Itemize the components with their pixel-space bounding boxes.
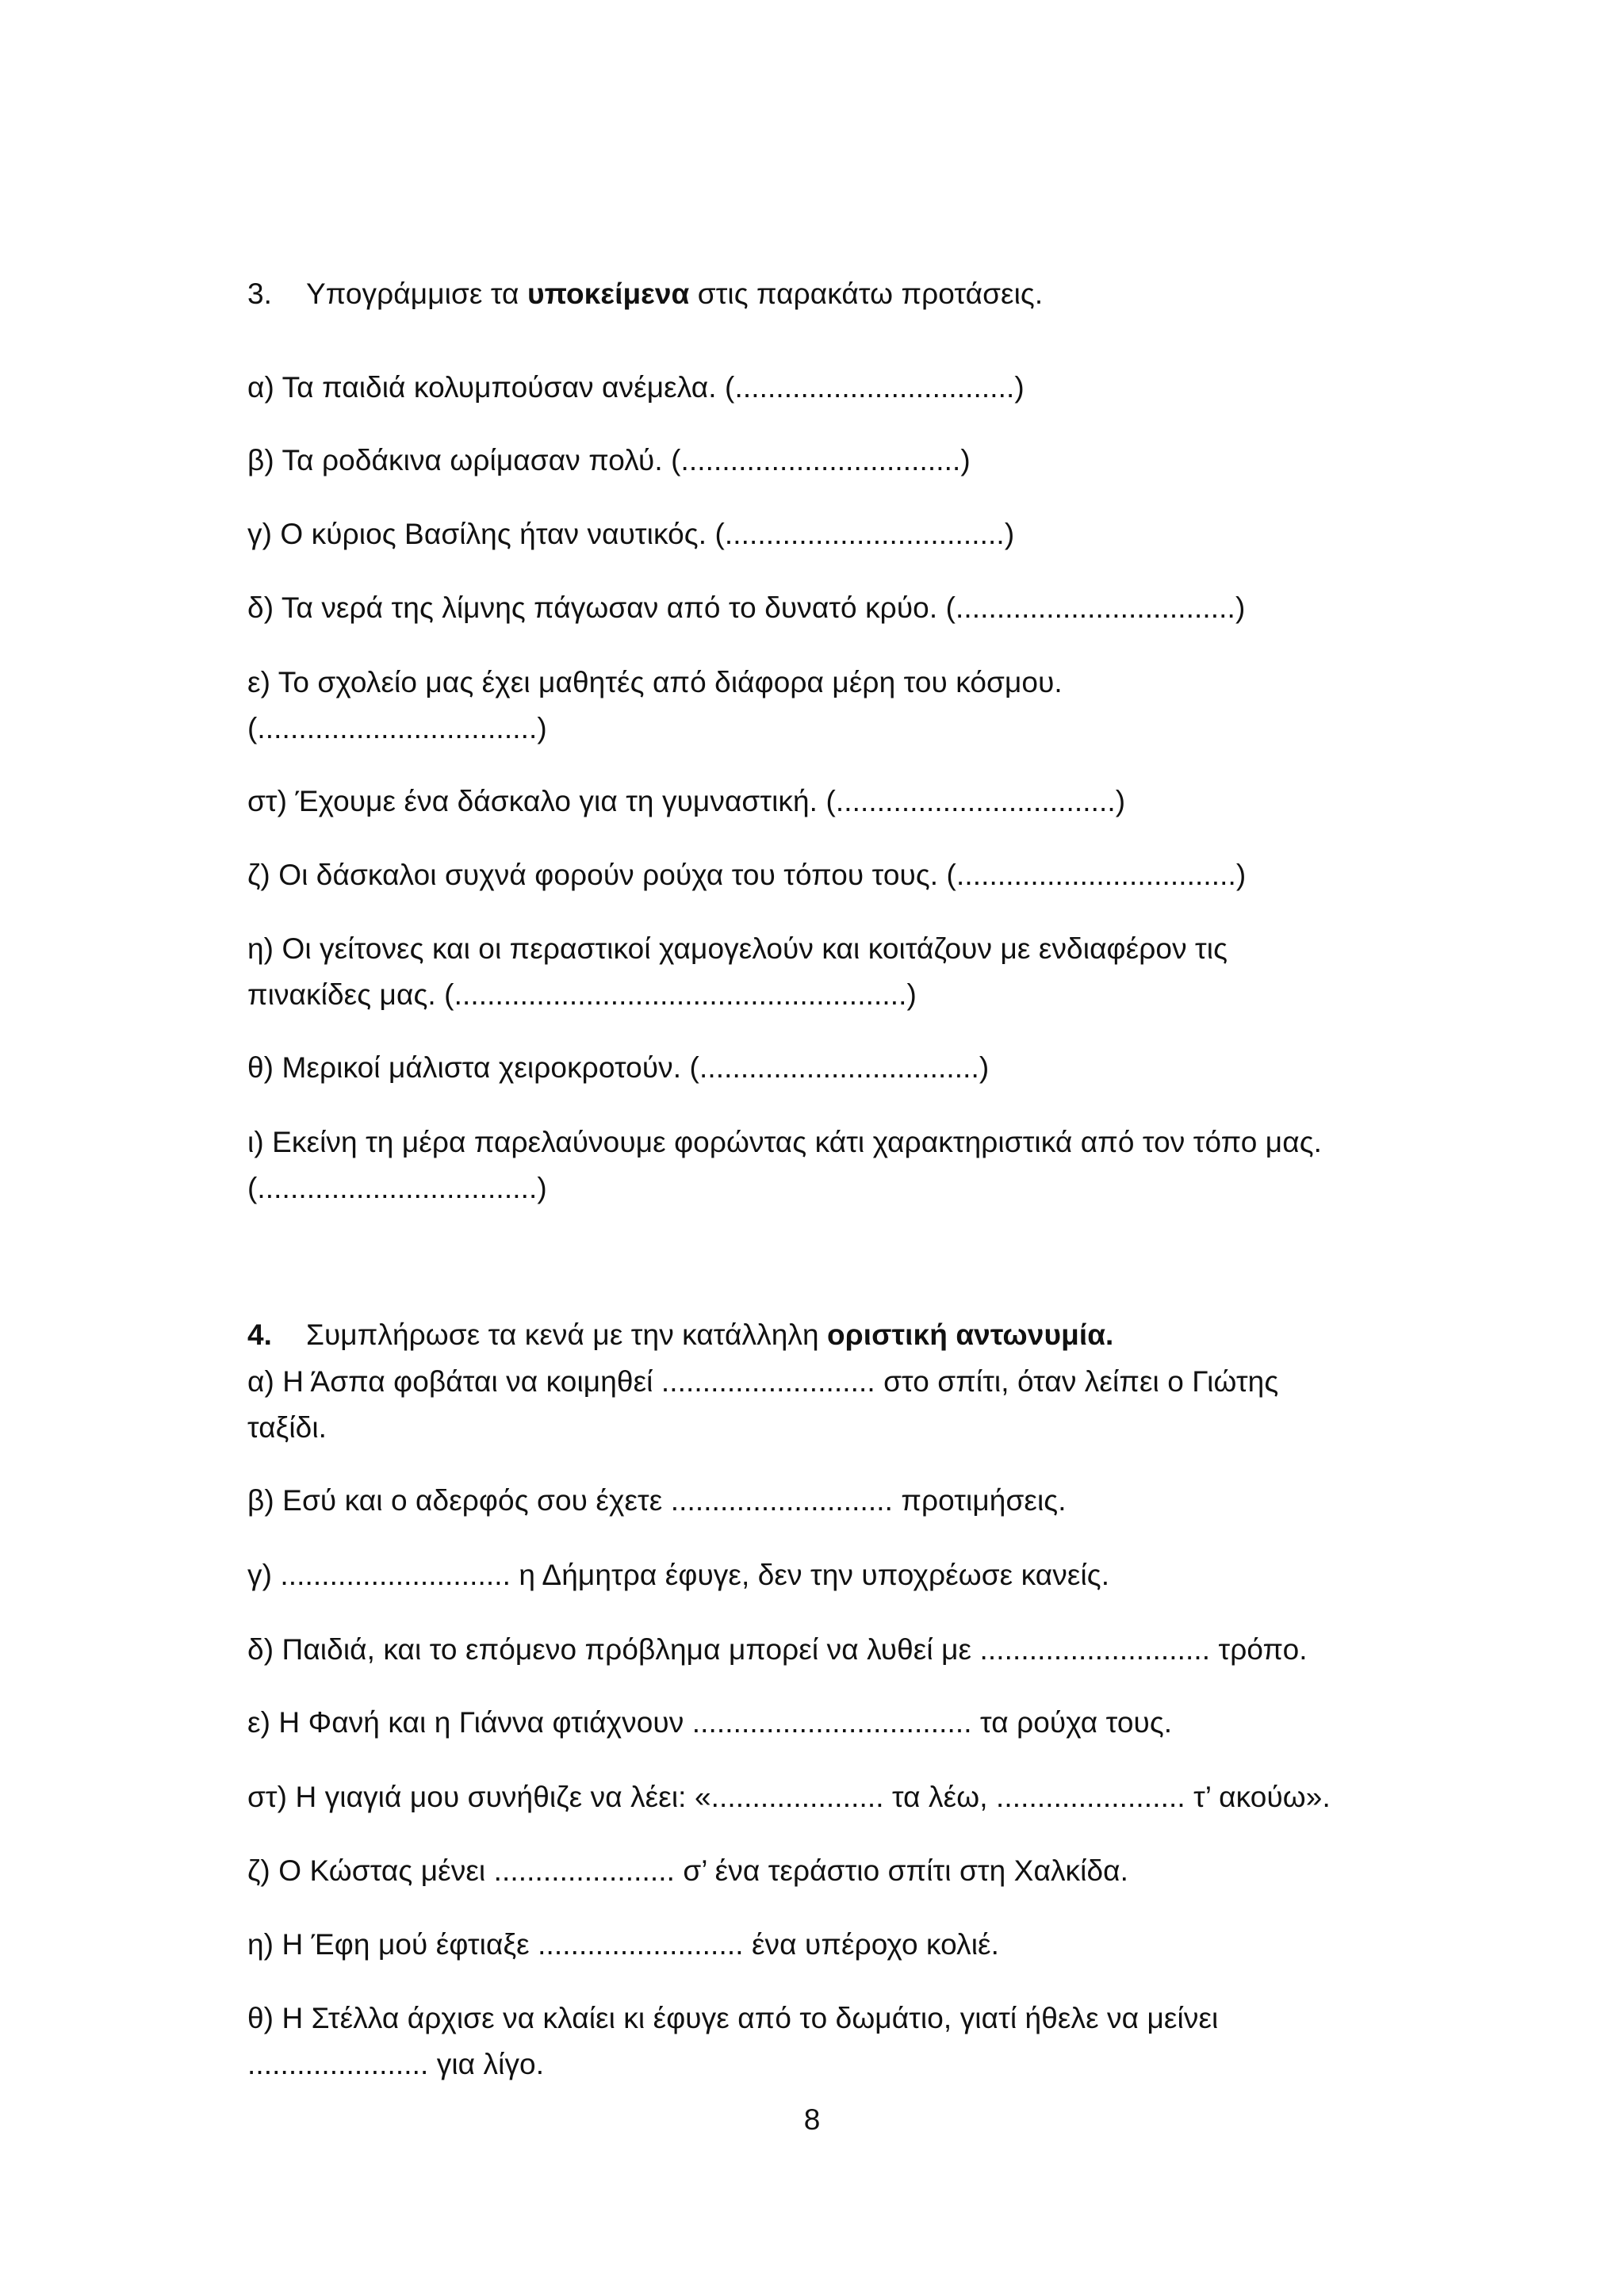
exercise-3-item-z: ζ) Οι δάσκαλοι συχνά φορούν ρούχα του τόπου τους. (..................................) [247,859,1247,891]
exercise-3-item-d: δ) Τα νερά της λίμνης πάγωσαν από το δυνατό κρύο. (..................................) [247,591,1246,624]
exercise-3-heading [247,279,1043,308]
exercise-4-item-e: ε) Η Φανή και η Γιάννα φτιάχνουν .................................. τα ρούχα τους. [247,1706,1173,1739]
exercise-4-instruction-start: Συμπλήρωσε τα κενά με την κατάλληλη [306,1318,828,1351]
exercise-3-item-th: θ) Μερικοί μάλιστα χειροκροτούν. (..................................) [247,1051,990,1084]
exercise-4-item-h: η) Η Έφη μού έφτιαξε ......................... ένα υπέροχο κολιέ. [247,1928,1000,1961]
exercise-3-instruction-start: Υπογράμμισε τα [306,277,527,310]
exercise-3-item-h-line2: πινακίδες μας. (.......................................................) [247,978,917,1011]
exercise-4-item-z: ζ) Ο Κώστας μένει ...................... σ’ ένα τεράστιο σπίτι στη Χαλκίδα. [247,1854,1129,1887]
exercise-3-item-e-line2: (..................................) [247,712,547,744]
exercise-3-item-i-line1: ι) Εκείνη τη μέρα παρελαύνουμε φορώντας κάτι χαρακτηριστικά από τον τόπο μας. [247,1126,1323,1158]
exercise-4-instruction-keyword: οριστική αντωνυμία. [827,1318,1114,1351]
exercise-4-item-a-line1: α) Η Άσπα φοβάται να κοιμηθεί .......................... στο σπίτι, όταν λείπει ο Γιώτης [247,1365,1279,1398]
exercise-3-item-i-line2: (..................................) [247,1172,547,1204]
exercise-4-item-st: στ) Η γιαγιά μου συνήθιζε να λέει: «..................... τα λέω, ....................... τ’ ακούω». [247,1781,1331,1813]
exercise-3-instruction-end: στις παρακάτω προτάσεις. [689,277,1044,310]
exercise-3-item-b: β) Τα ροδάκινα ωρίμασαν πολύ. (..................................) [247,444,971,476]
exercise-3-item-c: γ) Ο κύριος Βασίλης ήταν ναυτικός. (..................................) [247,518,1015,550]
exercise-4-item-th-line1: θ) Η Στέλλα άρχισε να κλαίει κι έφυγε από το δωμάτιο, γιατί ήθελε να μείνει [247,2002,1219,2034]
exercise-4-item-b: β) Εσύ και ο αδερφός σου έχετε ........................... προτιμήσεις. [247,1484,1067,1517]
exercise-3-item-st: στ) Έχουμε ένα δάσκαλο για τη γυμναστική. (..................................) [247,785,1126,817]
exercise-3-number: 3. [247,277,273,310]
exercise-4-number: 4. [247,1318,273,1351]
exercise-4-item-th-line2: ...................... για λίγο. [247,2048,545,2080]
exercise-3-instruction-keyword: υποκείμενα [527,277,690,310]
exercise-3-item-e-line1: ε) Το σχολείο μας έχει μαθητές από διάφορα μέρη του κόσμου. [247,666,1063,698]
exercise-4-item-c: γ) ............................ η Δήμητρα έφυγε, δεν την υποχρέωσε κανείς. [247,1559,1110,1591]
exercise-3-item-a: α) Τα παιδιά κολυμπούσαν ανέμελα. (..................................) [247,371,1025,404]
exercise-4-heading [247,1320,1113,1349]
exercise-4-item-d: δ) Παιδιά, και το επόμενο πρόβλημα μπορεί να λυθεί με ............................ τρόπο. [247,1633,1308,1666]
exercise-4-item-a-line2: ταξίδι. [247,1411,327,1444]
page-number: 8 [803,2103,821,2136]
exercise-3-item-h-line1: η) Οι γείτονες και οι περαστικοί χαμογελούν και κοιτάζουν με ενδιαφέρον τις [247,932,1228,965]
